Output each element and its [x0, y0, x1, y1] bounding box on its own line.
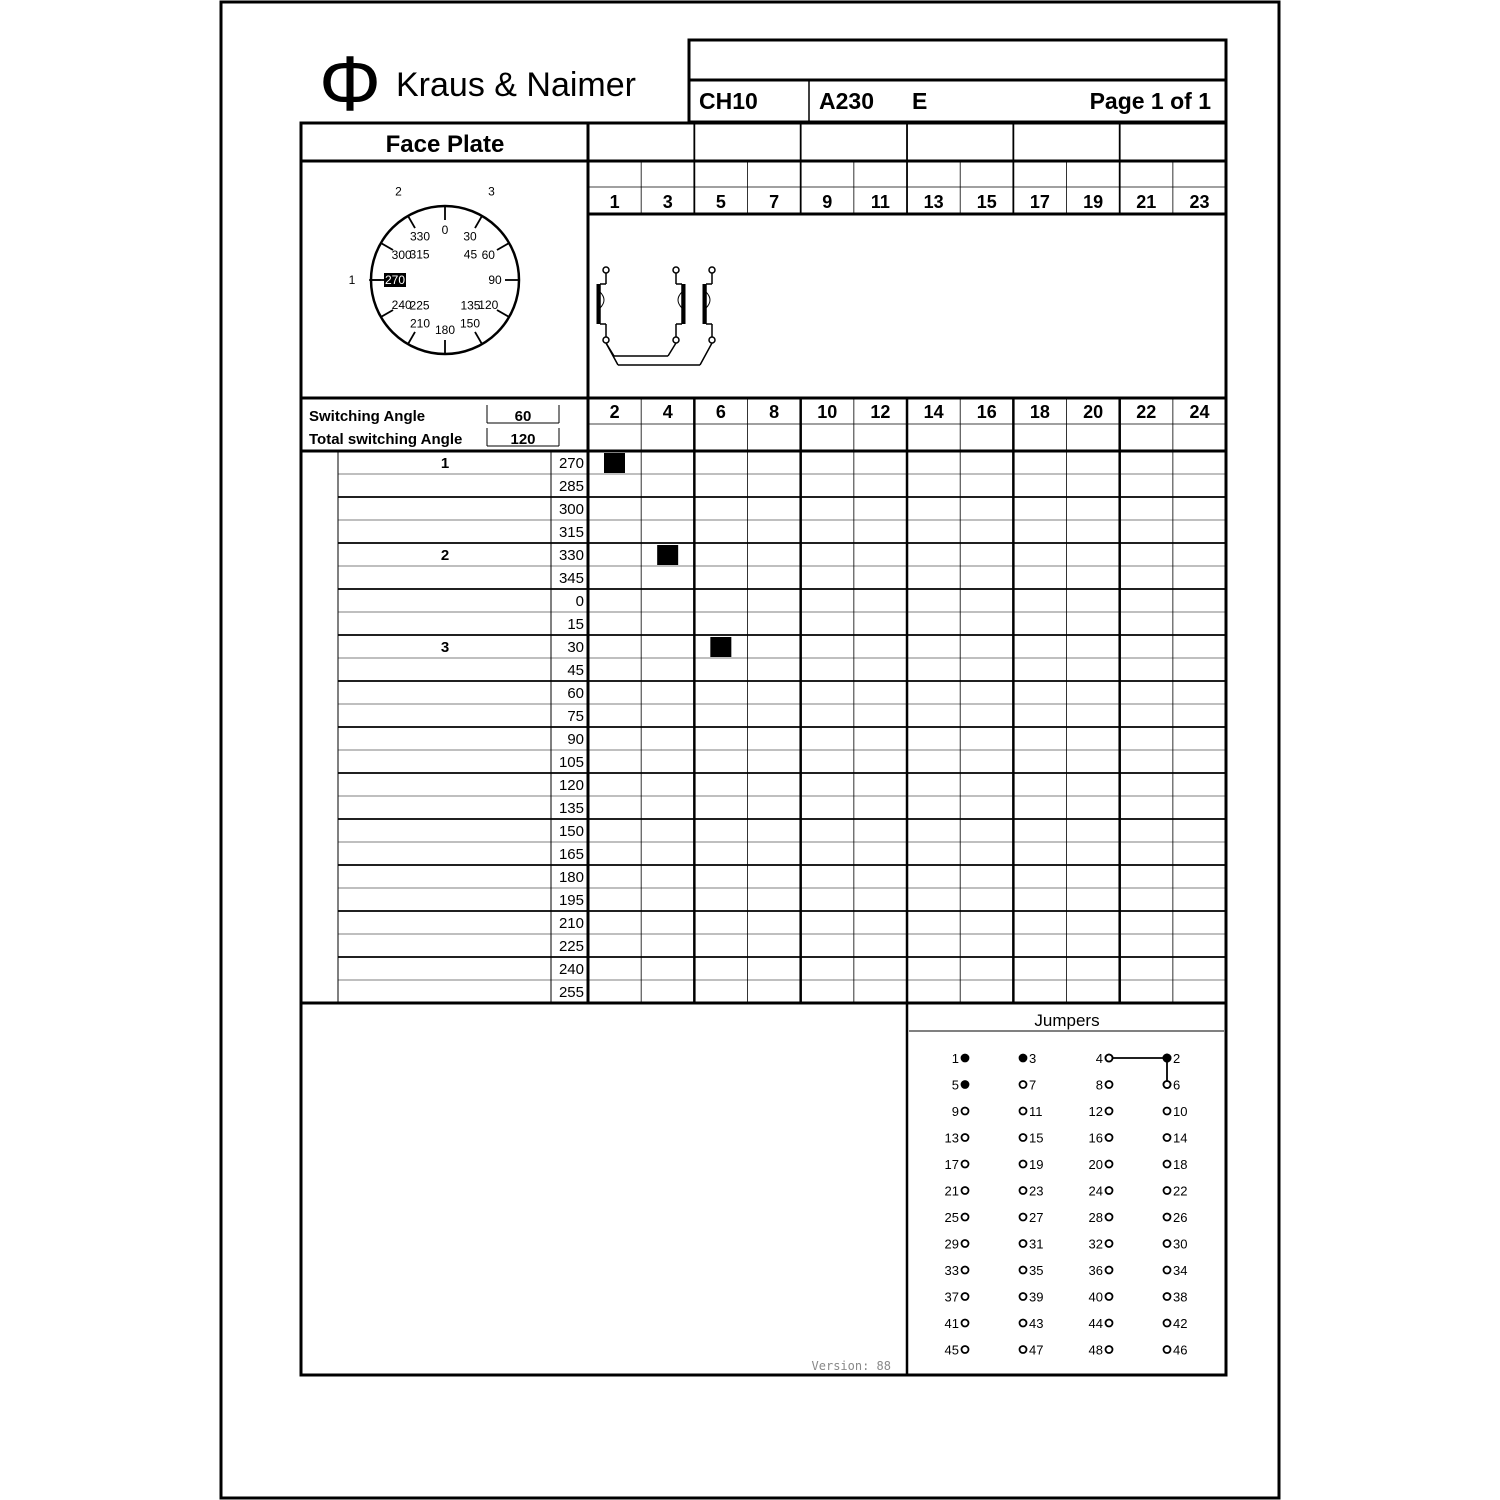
jumper-terminal	[1020, 1293, 1027, 1300]
contact-top-label: 21	[1136, 192, 1157, 212]
jumper-terminal	[1106, 1214, 1113, 1221]
dial-angle-label: 150	[459, 316, 481, 331]
version-label: Version: 88	[811, 1359, 891, 1373]
jumper-terminal-label: 16	[1088, 1130, 1103, 1146]
jumper-terminal-label: 46	[1173, 1342, 1188, 1358]
jumper-terminal-label: 29	[944, 1236, 959, 1252]
contact-top-label: 9	[822, 192, 833, 212]
jumper-terminal	[1164, 1214, 1171, 1221]
jumper-terminal	[962, 1108, 969, 1115]
jumper-terminal	[1164, 1187, 1171, 1194]
jumper-terminal	[1020, 1055, 1027, 1062]
dial-tick	[497, 243, 509, 250]
jumper-terminal	[962, 1240, 969, 1247]
jumper-terminal-label: 14	[1173, 1130, 1188, 1146]
jumper-terminal	[1164, 1240, 1171, 1247]
position-table	[338, 453, 1226, 1001]
dial-angle-label: 90	[488, 273, 502, 287]
jumper-terminal-label: 28	[1088, 1210, 1103, 1225]
contact-top-label: 5	[715, 192, 726, 212]
jumper-terminal	[1164, 1267, 1171, 1274]
position-number: 3	[440, 639, 450, 656]
position-angle: 165	[558, 846, 584, 863]
contact-bottom-label: 4	[662, 402, 673, 422]
contact-top-label: 3	[662, 192, 673, 212]
jumper-terminal-label: 11	[1029, 1104, 1043, 1119]
jumper-terminal-label: 48	[1088, 1342, 1103, 1358]
contact-grid	[588, 123, 1226, 1003]
jumper-terminal-label: 47	[1029, 1342, 1044, 1358]
dial-angle-label: 60	[481, 248, 495, 262]
contact-top-label: 23	[1189, 192, 1210, 212]
face-plate-dial	[349, 184, 519, 354]
page-indicator: Page 1 of 1	[1089, 88, 1211, 114]
contact-bottom-label: 6	[715, 402, 726, 422]
jumper-terminal-label: 22	[1173, 1183, 1188, 1199]
jumper-terminal	[1106, 1240, 1113, 1247]
position-angle: 120	[558, 777, 584, 794]
switching-angle-label: Switching Angle	[309, 408, 426, 425]
jumper-terminal-label: 17	[944, 1157, 959, 1172]
jumper-terminal-label: 37	[944, 1289, 959, 1305]
jumper-terminal	[1164, 1134, 1171, 1141]
jumper-terminal	[1106, 1134, 1113, 1141]
position-angle: 105	[558, 754, 584, 771]
variant-code: A230	[819, 88, 874, 114]
contact-closed-marker	[657, 545, 678, 565]
jumper-terminal-label: 2	[1173, 1051, 1181, 1066]
position-angle: 195	[558, 892, 584, 909]
contact-bottom-label: 24	[1189, 402, 1210, 422]
jumper-terminal	[1106, 1055, 1113, 1062]
jumper-terminal	[1020, 1187, 1027, 1194]
position-angle: 0	[575, 593, 584, 610]
contact-closed-marker	[710, 637, 731, 657]
jumper-terminal	[1164, 1055, 1171, 1062]
jumper-terminal-label: 9	[951, 1104, 959, 1119]
contact-number-labels	[610, 192, 1210, 422]
position-angle: 180	[558, 869, 584, 886]
jumper-terminal	[1020, 1267, 1027, 1274]
contact-bottom-label: 22	[1136, 402, 1157, 422]
jumper-terminal-label: 1	[951, 1051, 959, 1066]
jumper-terminal	[962, 1134, 969, 1141]
position-angle: 255	[558, 984, 584, 1001]
brand-name: Kraus & Naimer	[396, 66, 636, 104]
jumper-terminal-label: 32	[1088, 1236, 1103, 1252]
jumper-terminal	[1020, 1108, 1027, 1115]
jumper-terminal-label: 44	[1088, 1316, 1103, 1331]
dial-angle-label: 240	[391, 298, 412, 312]
jumper-terminal-label: 4	[1095, 1051, 1103, 1066]
jumper-terminal	[1020, 1134, 1027, 1141]
jumper-terminal	[962, 1293, 969, 1300]
jumper-terminal-label: 27	[1029, 1210, 1044, 1225]
jumper-terminal-label: 13	[944, 1130, 959, 1146]
position-angle: 330	[558, 547, 584, 564]
position-angle: 225	[558, 938, 584, 955]
jumper-terminal	[962, 1346, 969, 1353]
dial-tick	[475, 332, 482, 344]
jumper-terminal-label: 24	[1088, 1183, 1103, 1199]
contact-top-label: 11	[870, 192, 890, 212]
dial-angle-label: 210	[409, 316, 431, 331]
jumper-terminal	[962, 1161, 969, 1168]
switching-angle-value: 60	[514, 408, 532, 425]
jumper-terminal	[1164, 1161, 1171, 1168]
dial-tick	[475, 216, 482, 228]
jumper-terminal-label: 25	[944, 1210, 959, 1225]
dial-tick	[497, 310, 509, 317]
contact-top-label: 19	[1083, 192, 1104, 212]
jumper-terminal-label: 23	[1029, 1183, 1044, 1199]
jumper-terminal	[962, 1214, 969, 1221]
jumper-terminal-label: 20	[1088, 1157, 1103, 1172]
contact-bottom-label: 14	[923, 402, 944, 422]
jumper-terminal	[962, 1187, 969, 1194]
position-angle: 300	[558, 501, 584, 518]
contact-top-label: 17	[1029, 192, 1050, 212]
jumper-terminal-label: 36	[1088, 1263, 1103, 1278]
jumper-terminal-label: 3	[1029, 1051, 1037, 1066]
jumper-terminal-label: 21	[944, 1183, 959, 1199]
dial-tick	[408, 332, 415, 344]
dial-position-label: 3	[488, 184, 495, 199]
position-number: 2	[440, 547, 450, 564]
jumper-terminal	[1164, 1108, 1171, 1115]
jumper-terminal	[1106, 1108, 1113, 1115]
jumper-terminal-label: 7	[1029, 1077, 1037, 1093]
jumpers-heading: Jumpers	[1034, 1011, 1100, 1030]
position-angle: 210	[558, 915, 584, 932]
dial-angle-label: 30	[463, 229, 477, 244]
dial-angle-label: 120	[478, 298, 499, 312]
jumper-terminal	[962, 1055, 969, 1062]
model-number: CH10	[699, 88, 758, 114]
jumper-terminal	[962, 1320, 969, 1327]
contact-top-label: 1	[609, 192, 620, 212]
jumper-terminal-label: 35	[1029, 1263, 1044, 1278]
jumper-terminal	[962, 1081, 969, 1088]
total-switching-angle-label: Total switching Angle	[309, 431, 463, 448]
contact-bottom-label: 2	[609, 402, 620, 422]
position-angle: 60	[567, 685, 584, 702]
jumper-terminal-label: 18	[1173, 1157, 1188, 1172]
jumper-terminal	[1020, 1346, 1027, 1353]
position-number: 1	[440, 455, 450, 472]
jumper-terminal-label: 30	[1173, 1236, 1188, 1252]
jumper-terminal-label: 26	[1173, 1210, 1188, 1225]
dial-angle-label: 315	[409, 247, 430, 262]
jumper-table	[945, 1051, 1188, 1358]
jumper-terminal	[962, 1267, 969, 1274]
position-angle: 90	[567, 731, 584, 748]
jumper-terminal-label: 41	[944, 1316, 959, 1331]
jumper-terminal-label: 45	[944, 1342, 959, 1358]
contact-bottom-label: 20	[1083, 402, 1104, 422]
dial-angle-label: 135	[460, 298, 481, 313]
dial-angle-label: 225	[409, 298, 430, 313]
jumper-terminal-label: 34	[1173, 1263, 1188, 1278]
brand-logo-symbol: Φ	[318, 39, 382, 127]
jumper-terminal	[1020, 1214, 1027, 1221]
jumper-terminal	[1020, 1320, 1027, 1327]
position-angle: 270	[558, 455, 584, 472]
total-switching-angle-value: 120	[510, 431, 536, 448]
jumper-terminal	[1106, 1346, 1113, 1353]
position-angle: 45	[567, 662, 584, 679]
dial-angle-label: 0	[441, 223, 449, 237]
jumper-terminal	[1164, 1081, 1171, 1088]
dial-angle-label: 45	[463, 247, 478, 262]
contact-bottom-label: 16	[976, 402, 997, 422]
jumper-terminal	[1164, 1293, 1171, 1300]
jumper-terminal	[1106, 1267, 1113, 1274]
position-angle: 135	[558, 800, 584, 817]
contact-bottom-label: 18	[1029, 402, 1050, 422]
position-angle: 15	[567, 616, 584, 633]
jumper-terminal	[1106, 1320, 1113, 1327]
contact-top-label: 7	[769, 192, 780, 212]
dial-angle-label: 330	[409, 229, 431, 244]
jumper-terminal	[1020, 1161, 1027, 1168]
jumper-terminal-label: 33	[944, 1263, 959, 1278]
jumper-terminal	[1164, 1346, 1171, 1353]
jumper-terminal-label: 8	[1095, 1077, 1103, 1093]
position-angle: 150	[558, 823, 584, 840]
dial-angle-label: 300	[391, 248, 412, 262]
jumper-terminal	[1020, 1240, 1027, 1247]
dial-position-label: 2	[395, 184, 402, 199]
jumper-terminal	[1106, 1161, 1113, 1168]
jumper-terminal-label: 38	[1173, 1289, 1188, 1305]
contact-bottom-label: 10	[817, 402, 838, 422]
dial-tick	[408, 216, 415, 228]
main-frame	[301, 123, 1226, 1375]
jumper-terminal-label: 12	[1088, 1104, 1103, 1119]
contact-top-label: 15	[976, 192, 997, 212]
jumper-terminal-label: 43	[1029, 1316, 1044, 1331]
face-plate-heading: Face Plate	[385, 131, 505, 158]
jumper-terminal	[1164, 1320, 1171, 1327]
jumper-terminal-label: 40	[1088, 1289, 1103, 1305]
jumper-terminal-label: 6	[1173, 1077, 1181, 1093]
jumper-terminal-label: 39	[1029, 1289, 1044, 1305]
position-angle: 240	[558, 961, 584, 978]
jumper-terminal-label: 42	[1173, 1316, 1188, 1331]
position-angle: 75	[567, 708, 584, 725]
contact-schematic	[598, 267, 715, 365]
contact-closed-marker	[604, 453, 625, 473]
dial-position-label: 1	[348, 273, 356, 287]
jumper-terminal	[1106, 1081, 1113, 1088]
dial-angle-label: 270	[384, 273, 406, 287]
jumper-terminal-label: 19	[1029, 1157, 1044, 1172]
contact-bottom-label: 8	[769, 402, 780, 422]
dial-angle-label: 180	[434, 323, 456, 337]
suffix-code: E	[912, 88, 928, 114]
position-angle: 315	[558, 524, 584, 541]
position-angle: 345	[558, 570, 584, 587]
jumper-terminal-label: 31	[1029, 1236, 1044, 1252]
contact-bottom-label: 12	[870, 402, 891, 422]
jumper-terminal-label: 5	[951, 1077, 959, 1093]
jumper-terminal-label: 10	[1173, 1104, 1188, 1119]
position-angle: 285	[558, 478, 584, 495]
jumper-terminal	[1106, 1187, 1113, 1194]
jumper-terminal	[1020, 1081, 1027, 1088]
jumper-terminal-label: 15	[1029, 1130, 1044, 1146]
jumper-terminal	[1106, 1293, 1113, 1300]
position-angle: 30	[567, 639, 584, 656]
contact-top-label: 13	[923, 192, 944, 212]
